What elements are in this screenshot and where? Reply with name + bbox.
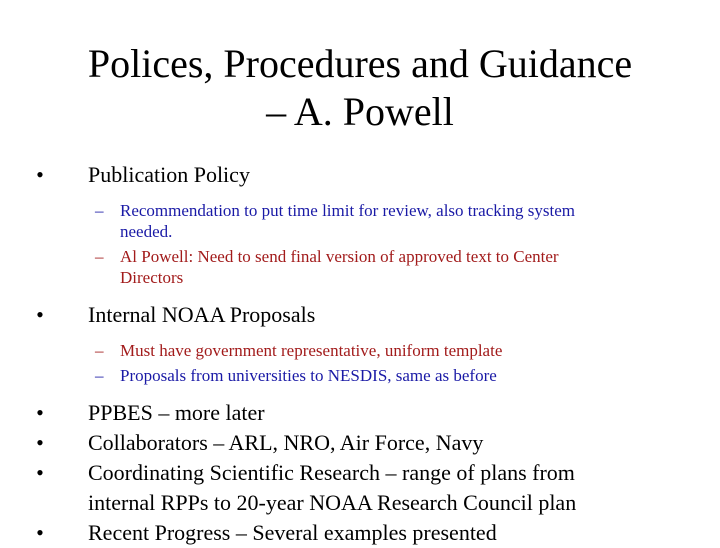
sub-item-final-version — [30, 246, 680, 288]
title-line-1: Polices, Procedures and Guidance — [87, 41, 633, 86]
dash-icon: – — [95, 366, 104, 385]
sub-list — [30, 340, 680, 386]
sub-item-review-time-limit — [30, 200, 680, 242]
sub-item-text-line: needed. — [120, 222, 173, 241]
sub-item-text-line: Al Powell: Need to send final version of approved text to Center — [120, 247, 559, 266]
bullet-text-line: Coordinating Scientific Research – range of plans from — [88, 460, 575, 485]
bullet-text: PPBES – more later — [88, 400, 265, 425]
bullet-text: Recent Progress – Several examples presented — [88, 520, 497, 545]
slide-title — [36, 40, 684, 136]
sub-item-text-line: Proposals from universities to NESDIS, same as before — [120, 366, 497, 385]
bullet-item-internal-noaa-proposals — [30, 300, 680, 330]
bullet-item-ppbes — [30, 398, 680, 428]
bullet-icon: • — [36, 302, 44, 327]
bullet-icon: • — [36, 460, 44, 485]
bullet-icon: • — [36, 400, 44, 425]
dash-icon: – — [95, 247, 104, 266]
bullet-item-collaborators — [30, 428, 680, 458]
bullet-icon: • — [36, 430, 44, 455]
dash-icon: – — [95, 201, 104, 220]
title-line-2: – A. Powell — [266, 89, 454, 134]
bullet-text: Collaborators – ARL, NRO, Air Force, Navy — [88, 430, 484, 455]
bullet-text: Publication Policy — [88, 162, 250, 187]
sub-item-text-line: Must have government representative, uniform template — [120, 341, 503, 360]
bullet-item-coordinating-research — [30, 458, 680, 518]
dash-icon: – — [95, 341, 104, 360]
bullet-item-publication-policy — [30, 160, 680, 190]
bullet-item-recent-progress — [30, 518, 680, 548]
bullet-text: Internal NOAA Proposals — [88, 302, 316, 327]
sub-item-government-representative — [30, 340, 680, 361]
sub-item-university-proposals — [30, 365, 680, 386]
sub-item-text-line: Recommendation to put time limit for review, also tracking system — [120, 201, 575, 220]
sub-list — [30, 200, 680, 288]
slide-body — [30, 160, 680, 548]
sub-item-text-line: Directors — [120, 268, 184, 287]
bullet-icon: • — [36, 520, 44, 545]
bullet-icon: • — [36, 162, 44, 187]
bullet-text-line: internal RPPs to 20-year NOAA Research Council plan — [88, 490, 577, 515]
